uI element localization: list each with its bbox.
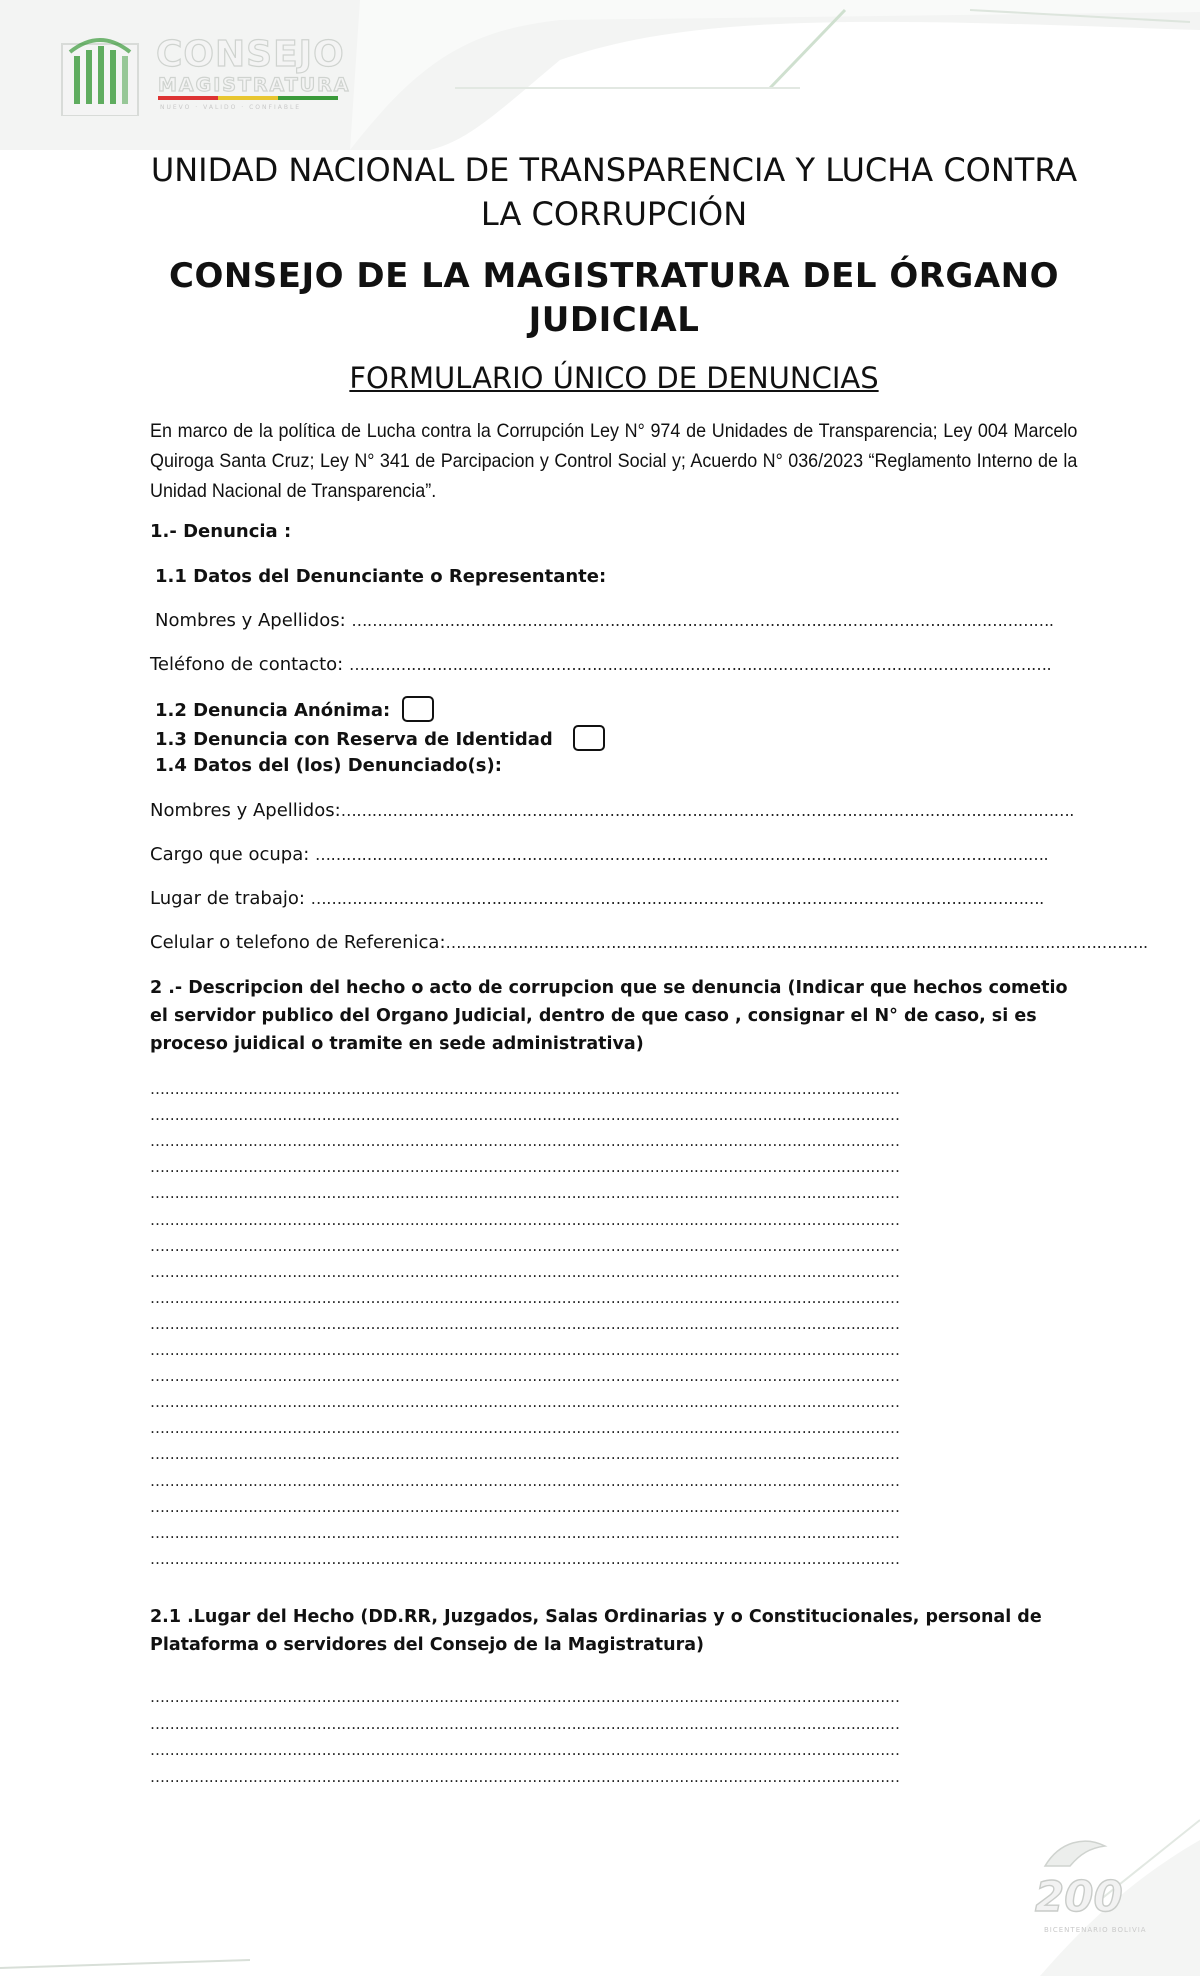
lugar-hecho-line[interactable]: ………………………………………………………………………………………………………………………………………: [150, 1714, 900, 1733]
title-block: [150, 148, 1078, 506]
descripcion-line[interactable]: ………………………………………………………………………………………………………………………………………: [150, 1106, 900, 1125]
flag-stripe: [158, 96, 338, 100]
anonima-row: [155, 698, 434, 724]
section-1-1-heading: 1.1 Datos del Denunciante o Representante:: [155, 566, 607, 587]
denunciante-telefono-label: Teléfono de contacto:: [150, 654, 349, 675]
denunciante-nombres-field[interactable]: [155, 610, 1054, 631]
anonima-checkbox[interactable]: [402, 696, 434, 722]
section-2-1-heading: 2.1 .Lugar del Hecho (DD.RR, Juzgados, Salas Ordinarias y o Constitucionales, personal de Plataforma o servidores del Consejo de la Magistratura): [150, 1607, 1042, 1655]
logo-word-consejo: CONSEJO: [156, 34, 345, 75]
denunciado-nombres-label: Nombres y Apellidos:: [150, 800, 341, 821]
section-1-heading: 1.- Denuncia :: [150, 521, 292, 542]
descripcion-line[interactable]: ………………………………………………………………………………………………………………………………………: [150, 1419, 900, 1438]
title-formulario: FORMULARIO ÚNICO DE DENUNCIAS: [349, 361, 879, 395]
celular-dots: ……………………………………………………………………………………………………………………….: [445, 933, 1148, 952]
denunciante-nombres-label: Nombres y Apellidos:: [155, 610, 352, 631]
title-consejo: CONSEJO DE LA MAGISTRATURA DEL ÓRGANO JUDICIAL: [169, 256, 1059, 340]
columns-logo-icon: [60, 26, 140, 116]
descripcion-line[interactable]: ………………………………………………………………………………………………………………………………………: [150, 1288, 900, 1307]
title-unidad: UNIDAD NACIONAL DE TRANSPARENCIA Y LUCHA CONTRA LA CORRUPCIÓN: [150, 151, 1078, 233]
descripcion-line[interactable]: ………………………………………………………………………………………………………………………………………: [150, 1549, 900, 1568]
bicentenario-number: 200: [1035, 1872, 1123, 1921]
section-1-4-heading: 1.4 Datos del (los) Denunciado(s):: [155, 755, 502, 776]
reserva-row: [155, 727, 605, 753]
descripcion-line[interactable]: ………………………………………………………………………………………………………………………………………: [150, 1314, 900, 1333]
lugar-hecho-line[interactable]: ………………………………………………………………………………………………………………………………………: [150, 1741, 900, 1759]
lugar-hecho-line[interactable]: ………………………………………………………………………………………………………………………………………: [150, 1767, 900, 1786]
descripcion-line[interactable]: ………………………………………………………………………………………………………………………………………: [150, 1210, 900, 1229]
descripcion-line[interactable]: ………………………………………………………………………………………………………………………………………: [150, 1236, 900, 1255]
logo-word-magistratura: MAGISTRATURA: [158, 74, 351, 96]
lugar-trabajo-dots: …………………………………………………………………………………………………………………………….: [310, 889, 1044, 908]
descripcion-line[interactable]: ………………………………………………………………………………………………………………………………………: [150, 1262, 900, 1281]
denunciado-nombres-field[interactable]: [150, 800, 1074, 821]
celular-field[interactable]: [150, 932, 1148, 953]
bicentenario-subtitle: BICENTENARIO BOLIVIA: [1044, 1926, 1147, 1934]
celular-label: Celular o telefono de Referenica:: [150, 932, 446, 953]
section-2-heading: 2 .- Descripcion del hecho o acto de corrupcion que se denuncia (Indicar que hechos cometio el servidor publico del Organo Judicial, dentro de que caso , consignar el N° de caso, si es proceso juidical o tramite en sede administrativa): [150, 978, 1068, 1054]
descripcion-line[interactable]: ………………………………………………………………………………………………………………………………………: [150, 1393, 900, 1412]
descripcion-line[interactable]: ………………………………………………………………………………………………………………………………………: [150, 1158, 900, 1177]
lugar-trabajo-label: Lugar de trabajo:: [150, 888, 311, 909]
denunciante-telefono-field[interactable]: [150, 654, 1051, 675]
descripcion-line[interactable]: ………………………………………………………………………………………………………………………………………: [150, 1523, 900, 1542]
anonima-label: 1.2 Denuncia Anónima:: [155, 700, 391, 721]
reserva-label: 1.3 Denuncia con Reserva de Identidad: [155, 729, 553, 750]
cargo-field[interactable]: [150, 844, 1048, 865]
descripcion-line[interactable]: ………………………………………………………………………………………………………………………………………: [150, 1471, 900, 1490]
denunciante-nombres-dots: ……………………………………………………………………………………………………………………….: [351, 611, 1054, 630]
descripcion-line[interactable]: ………………………………………………………………………………………………………………………………………: [150, 1341, 900, 1359]
descripcion-line[interactable]: ………………………………………………………………………………………………………………………………………: [150, 1367, 900, 1386]
condor-icon: [1040, 1836, 1110, 1876]
descripcion-line[interactable]: ………………………………………………………………………………………………………………………………………: [150, 1132, 900, 1151]
reserva-checkbox[interactable]: [573, 725, 605, 751]
lugar-hecho-line[interactable]: ………………………………………………………………………………………………………………………………………: [150, 1688, 900, 1706]
lugar-trabajo-field[interactable]: [150, 888, 1044, 909]
cargo-dots: …………………………………………………………………………………………………………………………….: [315, 845, 1049, 864]
intro-paragraph: En marco de la política de Lucha contra la Corrupción Ley N° 974 de Unidades de Transparencia; Ley 004 Marcelo Quiroga Santa Cruz; Ley N° 341 de Parcipacion y Control Social y; Acuerdo N° 036/2023 “Reglamento Interno de la Unidad Nacional de Transparencia”.: [150, 420, 1078, 502]
descripcion-line[interactable]: ………………………………………………………………………………………………………………………………………: [150, 1184, 900, 1203]
bicentenario-logo: [1020, 1834, 1170, 1944]
denunciante-telefono-dots: ……………………………………………………………………………………………………………………….: [348, 655, 1052, 674]
denunciado-nombres-dots: …………………………………………………………………………………………………………………………….: [340, 801, 1074, 820]
descripcion-line[interactable]: ………………………………………………………………………………………………………………………………………: [150, 1497, 900, 1516]
descripcion-line[interactable]: ………………………………………………………………………………………………………………………………………: [150, 1080, 900, 1098]
cargo-label: Cargo que ocupa:: [150, 844, 316, 865]
consejo-logo: [60, 26, 350, 124]
descripcion-line[interactable]: ………………………………………………………………………………………………………………………………………: [150, 1445, 900, 1464]
logo-tagline: NUEVO · VALIDO · CONFIABLE: [160, 104, 302, 111]
